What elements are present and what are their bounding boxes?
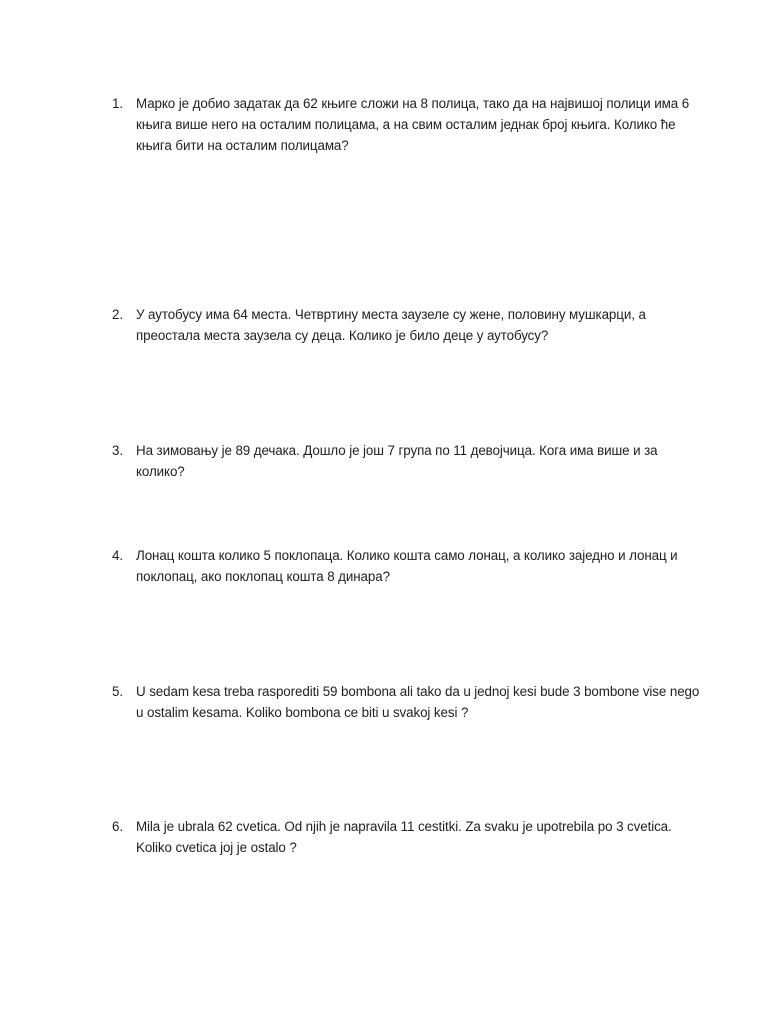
problem-number: 2. [112, 307, 123, 322]
problem-text-line: На зимовању је 89 дечака. Дошло је још 7 група по 11 девојчица. Кога има више и за [136, 443, 658, 458]
problem-text [136, 93, 690, 156]
problem-text [136, 304, 682, 346]
problem-text [136, 681, 700, 723]
problem-text-line: књига бити на осталим полицама? [136, 138, 349, 153]
problem-text-line: Марко је добио задатак да 62 књиге сложи на 8 полица, тако да на највишој полици има 6 [136, 96, 690, 111]
problem-number: 4. [112, 548, 123, 563]
problem-text-line: u ostalim kesama. Koliko bombona ce biti u svakoj kesi ? [136, 705, 469, 720]
problem-text-line: U sedam kesa treba rasporediti 59 bombona ali tako da u jednoj kesi bude 3 bombone vise nego [136, 684, 700, 699]
problem-text-line: поклопац, ако поклопац кошта 8 динара? [136, 569, 390, 584]
problem-text-line: Mila je ubrala 62 cvetica. Od njih je napravila 11 cestitki. Za svaku je upotrebila po 3 cvetica. [136, 819, 672, 834]
problem-number: 3. [112, 443, 123, 458]
problem-text-line: Лонац кошта колико 5 поклопаца. Колико кошта само лонац, а колико заједно и лонац и [136, 548, 678, 563]
problem-text-line: Koliko cvetica joj je ostalo ? [136, 840, 297, 855]
problem-text-line: књига више него на осталим полицама, а на свим осталим једнак број књига. Колико ће [136, 117, 676, 132]
problem-text-line: преостала места заузела су деца. Колико је било деце у аутобусу? [136, 328, 549, 343]
problem-text [136, 816, 682, 858]
problem-number: 6. [112, 819, 123, 834]
problem-text [136, 545, 682, 587]
problem-number: 1. [112, 96, 123, 111]
problem-text-line: колико? [136, 464, 185, 479]
problem-number: 5. [112, 684, 123, 699]
problem-text [136, 440, 682, 482]
problem-text-line: У аутобусу има 64 места. Четвртину места заузеле су жене, половину мушкарци, а [136, 307, 646, 322]
